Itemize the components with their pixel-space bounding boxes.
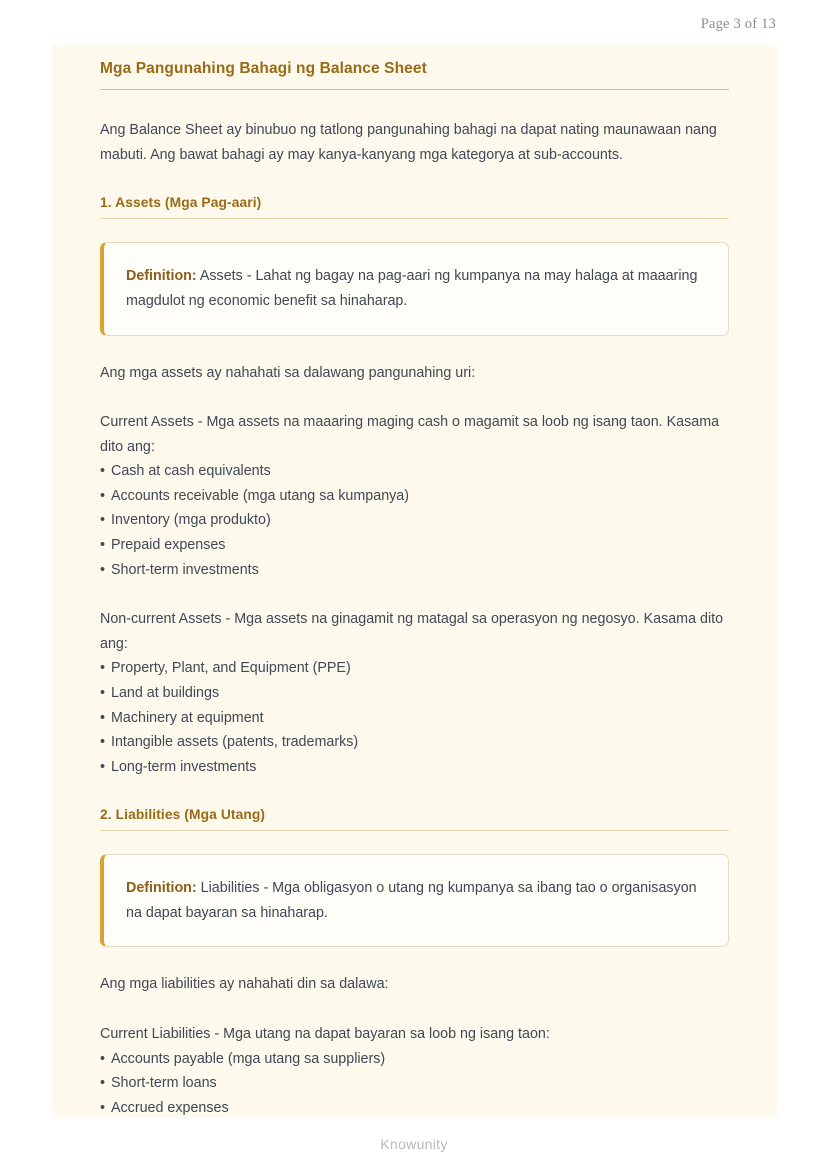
list-item	[100, 533, 729, 558]
list-item	[100, 1047, 729, 1072]
definition-label: Definition:	[126, 880, 197, 897]
bullet-icon: •	[100, 463, 106, 480]
current-liabilities-description: Current Liabilities - Mga utang na dapat bayaran sa loob ng isang taon:	[100, 1025, 550, 1042]
list-item	[100, 656, 729, 681]
bullet-icon: •	[100, 734, 106, 751]
list-item-label: Accrued expenses	[111, 1099, 229, 1116]
definition-callout-assets	[100, 242, 729, 335]
bullet-icon: •	[100, 684, 106, 701]
list-item	[100, 730, 729, 755]
current-assets-description: Current Assets - Mga assets na maaaring maging cash o magamit sa loob ng isang taon. Kasama dito ang:	[100, 414, 720, 455]
bullet-icon: •	[100, 709, 106, 726]
title-divider	[100, 89, 729, 90]
list-item	[100, 508, 729, 533]
bullet-icon: •	[100, 1099, 106, 1116]
list-item-label: Intangible assets (patents, trademarks)	[111, 734, 359, 751]
list-item	[100, 484, 729, 509]
current-assets-list	[100, 459, 729, 582]
definition-text	[126, 264, 704, 313]
section-divider-assets	[100, 218, 729, 219]
list-item-label: Prepaid expenses	[111, 537, 226, 554]
bullet-icon: •	[100, 660, 106, 677]
definition-body: Liabilities - Mga obligasyon o utang ng kumpanya sa ibang tao o organisasyon na dapat bayaran sa hinaharap.	[126, 880, 697, 921]
document-panel	[52, 45, 777, 1118]
section-heading-liabilities: 2. Liabilities (Mga Utang)	[100, 807, 266, 823]
list-item	[100, 558, 729, 583]
page-number-indicator: Page 3 of 13	[700, 16, 776, 32]
list-item-label: Machinery at equipment	[111, 709, 264, 726]
non-current-assets-list	[100, 656, 729, 779]
list-item	[100, 681, 729, 706]
list-item-label: Accounts payable (mga utang sa suppliers)	[111, 1050, 386, 1067]
section-divider-liabilities	[100, 830, 729, 831]
section-heading-assets: 1. Assets (Mga Pag-aari)	[100, 195, 262, 211]
page-title: Mga Pangunahing Bahagi ng Balance Sheet	[100, 60, 427, 77]
bullet-icon: •	[100, 561, 106, 578]
list-item-label: Cash at cash equivalents	[111, 463, 271, 480]
list-item	[100, 1071, 729, 1096]
bullet-icon: •	[100, 487, 106, 504]
definition-callout-liabilities	[100, 854, 729, 947]
bullet-icon: •	[100, 512, 106, 529]
bullet-icon: •	[100, 758, 106, 775]
list-item	[100, 755, 729, 780]
bullet-icon: •	[100, 537, 106, 554]
intro-paragraph: Ang Balance Sheet ay binubuo ng tatlong pangunahing bahagi na dapat nating maunawaan nang mabuti. Ang bawat bahagi ay may kanya-kanyang mga kategorya at sub-accounts.	[100, 122, 717, 163]
non-current-assets-description: Non-current Assets - Mga assets na ginagamit ng matagal sa operasyon ng negosyo. Kasama dito ang:	[100, 611, 724, 652]
list-item-label: Long-term investments	[111, 758, 257, 775]
definition-body: Assets - Lahat ng bagay na pag-aari ng kumpanya na may halaga at maaaring magdulot ng economic benefit sa hinaharap.	[126, 268, 698, 309]
definition-text	[126, 876, 704, 925]
liabilities-lead-in: Ang mga liabilities ay nahahati din sa dalawa:	[100, 976, 389, 993]
bullet-icon: •	[100, 1050, 106, 1067]
list-item	[100, 706, 729, 731]
list-item-label: Short-term loans	[111, 1075, 217, 1092]
definition-label: Definition:	[126, 268, 197, 285]
list-item	[100, 1096, 729, 1121]
current-liabilities-list	[100, 1047, 729, 1121]
list-item-label: Inventory (mga produkto)	[111, 512, 271, 529]
footer-brand: Knowunity	[380, 1136, 448, 1152]
list-item-label: Accounts receivable (mga utang sa kumpanya)	[111, 487, 410, 504]
list-item	[100, 459, 729, 484]
list-item-label: Short-term investments	[111, 561, 259, 578]
list-item-label: Property, Plant, and Equipment (PPE)	[111, 660, 351, 677]
list-item-label: Land at buildings	[111, 684, 220, 701]
bullet-icon: •	[100, 1075, 106, 1092]
assets-lead-in: Ang mga assets ay nahahati sa dalawang pangunahing uri:	[100, 364, 476, 381]
